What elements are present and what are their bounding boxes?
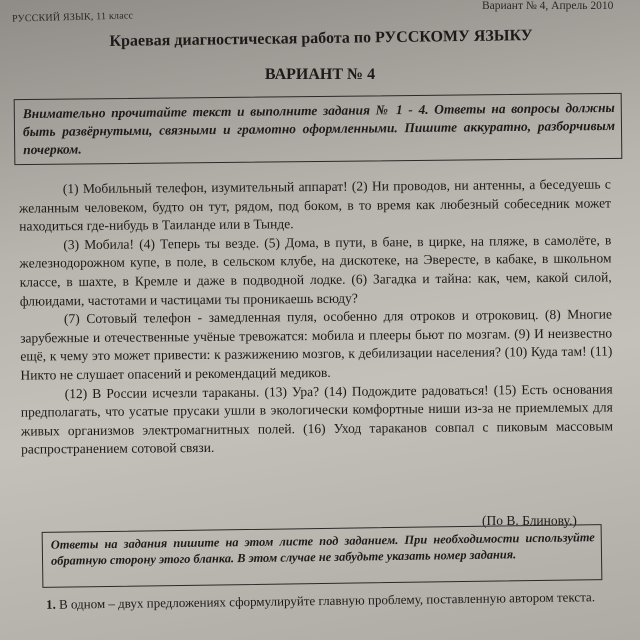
variant-date-header: Вариант № 4, Апрель 2010: [482, 0, 614, 12]
task-1: [46, 588, 602, 613]
subject-header: РУССКИЙ ЯЗЫК, 11 класс: [11, 10, 134, 25]
task-number: 1.: [45, 596, 56, 612]
text-paragraph: (7) Сотовый телефон - замедленная пуля, особенно для отроков и отроковиц. (8) Многие зарубежные и отечественные учёные тревожатся: мобила и плееры бьют по мозгам. (9) И неизвестно ещё, к чему это может привести: к разжижению мозгов, к дебилизации населения? (10) Куда там! (11) Никто не слушает опасений и рекомендаций медиков.: [20, 306, 613, 383]
page-title: Краевая диагностическая работа по РУССКОМУ ЯЗЫКУ: [109, 27, 533, 50]
answers-instruction-box: Ответы на задания пишите на этом листе под заданием. При необходимости используйте обратную сторону этого бланка. В этом случае не забудьте указать номер задания.: [42, 524, 603, 588]
instruction-box: Внимательно прочитайте текст и выполните задания № 1 - 4. Ответы на вопросы должны быть развёрнутыми, связными и грамотно оформленными. Пишите аккуратно, разборчивым почерком.: [14, 93, 623, 165]
text-paragraph: (1) Мобильный телефон, изумительный аппарат! (2) Ни проводов, ни антенны, а беседуешь с желанным человеком, будто он тут, рядом, под боком, в то время как любезный собеседник может находиться где-нибудь в Таиланде или в Тынде.: [18, 176, 612, 234]
variant-title: ВАРИАНТ № 4: [264, 66, 376, 83]
text-paragraph: (3) Мобила! (4) Теперь ты везде. (5) Дома, в пути, в бане, в цирке, на пляже, в самолёте, в железнодорожном купе, в поле, в сельском клубе, на дискотеке, на Эвересте, в кабаке, в школьном классе, в шахте, в Кремле и даже в подводной лодке. (6) Загадка и тайна: как, чем, какой силой, флюидами, частотами и частицами ты проникаешь всюду?: [19, 232, 612, 309]
author-credit: (По В. Блинову.): [482, 513, 577, 528]
text-paragraph: (12) В России исчезли тараканы. (13) Ура? (14) Подождите радоваться! (15) Есть основания предполагать, что усатые прусаки ушли в экологически комфортные ниши из-за не приемлемых для живых организмов электромагнитных полей. (16) Уход тараканов совпал с пиковым массовым распространением сотовой связи.: [20, 380, 614, 457]
reading-text: [19, 175, 613, 459]
task-text: В одном – двух предложениях сформулируйте главную проблему, поставленную автором текста.: [58, 589, 596, 612]
